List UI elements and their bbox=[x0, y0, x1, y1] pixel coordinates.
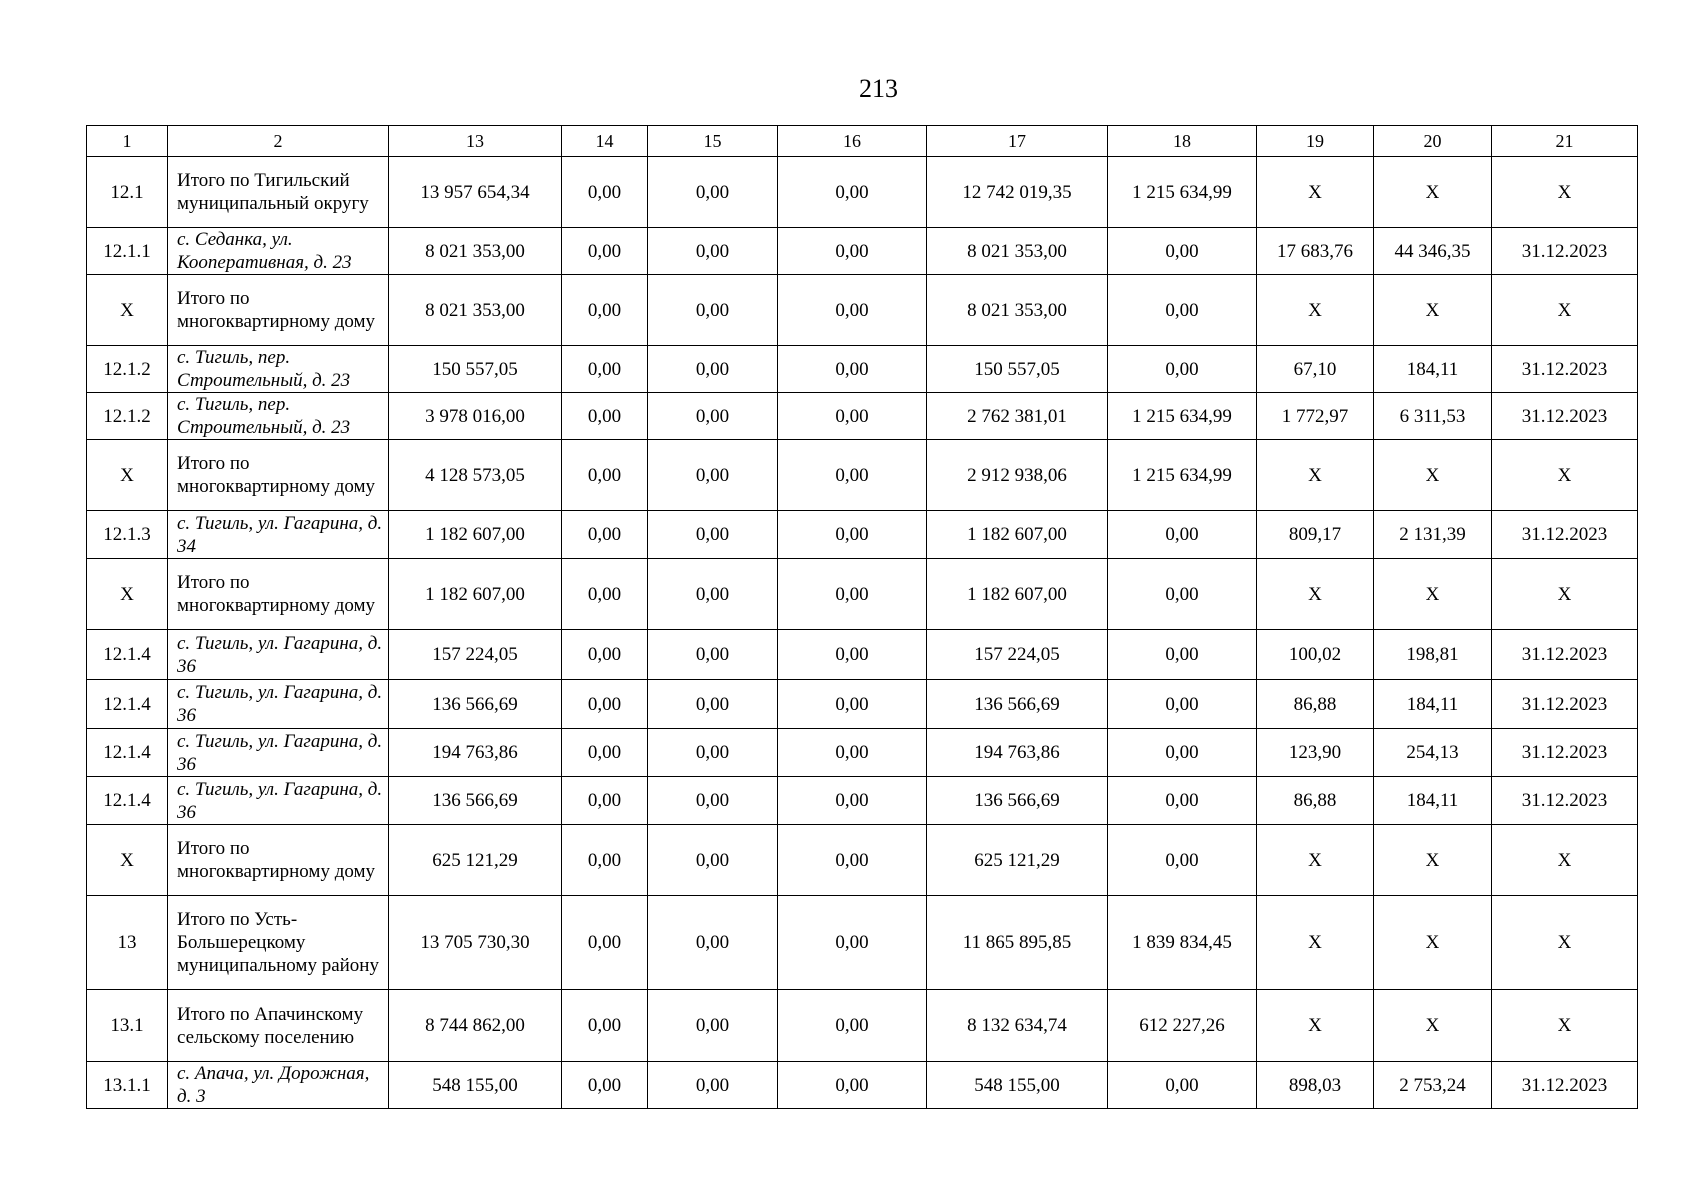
row-name: с. Тигиль, ул. Гагарина, д. 36 bbox=[168, 777, 389, 825]
col-13-value: 1 182 607,00 bbox=[389, 511, 562, 559]
col-20-value: 44 346,35 bbox=[1374, 228, 1492, 275]
row-number: X bbox=[87, 275, 168, 346]
col-16-value: 0,00 bbox=[778, 1062, 927, 1109]
col-17-value: 8 021 353,00 bbox=[927, 275, 1108, 346]
col-18-value: 612 227,26 bbox=[1108, 990, 1257, 1062]
col-13-value: 8 744 862,00 bbox=[389, 990, 562, 1062]
col-15-value: 0,00 bbox=[648, 777, 778, 825]
row-number: 12.1 bbox=[87, 157, 168, 228]
col-18-value: 0,00 bbox=[1108, 228, 1257, 275]
col-21-value: 31.12.2023 bbox=[1492, 777, 1638, 825]
total-row bbox=[87, 440, 1638, 511]
col-21-value: 31.12.2023 bbox=[1492, 511, 1638, 559]
col-16-value: 0,00 bbox=[778, 630, 927, 680]
row-name: Итого по многоквартирному дому bbox=[168, 275, 389, 346]
col-21-value: 31.12.2023 bbox=[1492, 680, 1638, 729]
col-16-value: 0,00 bbox=[778, 777, 927, 825]
col-19-value: X bbox=[1257, 896, 1374, 990]
row-name: с. Тигиль, ул. Гагарина, д. 34 bbox=[168, 511, 389, 559]
col-17-value: 2 762 381,01 bbox=[927, 393, 1108, 440]
col-20-value: X bbox=[1374, 896, 1492, 990]
col-13-value: 1 182 607,00 bbox=[389, 559, 562, 630]
col-14-value: 0,00 bbox=[562, 511, 648, 559]
col-18-value: 0,00 bbox=[1108, 630, 1257, 680]
col-15-value: 0,00 bbox=[648, 157, 778, 228]
col-18-value: 0,00 bbox=[1108, 729, 1257, 777]
col-16-value: 0,00 bbox=[778, 393, 927, 440]
col-13-value: 3 978 016,00 bbox=[389, 393, 562, 440]
col-17-value: 157 224,05 bbox=[927, 630, 1108, 680]
column-header: 19 bbox=[1257, 126, 1374, 157]
col-14-value: 0,00 bbox=[562, 630, 648, 680]
data-table bbox=[86, 125, 1638, 1109]
col-19-value: 86,88 bbox=[1257, 680, 1374, 729]
col-17-value: 625 121,29 bbox=[927, 825, 1108, 896]
page-number: 213 bbox=[859, 74, 898, 103]
col-16-value: 0,00 bbox=[778, 680, 927, 729]
address-row bbox=[87, 729, 1638, 777]
row-number: X bbox=[87, 440, 168, 511]
col-19-value: 123,90 bbox=[1257, 729, 1374, 777]
col-21-value: X bbox=[1492, 896, 1638, 990]
col-15-value: 0,00 bbox=[648, 896, 778, 990]
address-row bbox=[87, 393, 1638, 440]
col-18-value: 0,00 bbox=[1108, 275, 1257, 346]
address-row bbox=[87, 228, 1638, 275]
col-21-value: 31.12.2023 bbox=[1492, 393, 1638, 440]
row-number: 13.1.1 bbox=[87, 1062, 168, 1109]
row-number: 12.1.4 bbox=[87, 729, 168, 777]
col-20-value: X bbox=[1374, 440, 1492, 511]
col-18-value: 0,00 bbox=[1108, 511, 1257, 559]
col-21-value: 31.12.2023 bbox=[1492, 729, 1638, 777]
col-16-value: 0,00 bbox=[778, 511, 927, 559]
row-name: с. Апача, ул. Дорожная, д. 3 bbox=[168, 1062, 389, 1109]
col-15-value: 0,00 bbox=[648, 275, 778, 346]
col-16-value: 0,00 bbox=[778, 440, 927, 511]
col-21-value: X bbox=[1492, 157, 1638, 228]
col-21-value: 31.12.2023 bbox=[1492, 228, 1638, 275]
address-row bbox=[87, 1062, 1638, 1109]
col-18-value: 1 215 634,99 bbox=[1108, 157, 1257, 228]
col-17-value: 1 182 607,00 bbox=[927, 511, 1108, 559]
total-row bbox=[87, 825, 1638, 896]
address-row bbox=[87, 630, 1638, 680]
col-20-value: X bbox=[1374, 825, 1492, 896]
address-row bbox=[87, 346, 1638, 393]
col-20-value: 2 131,39 bbox=[1374, 511, 1492, 559]
col-14-value: 0,00 bbox=[562, 729, 648, 777]
col-21-value: 31.12.2023 bbox=[1492, 346, 1638, 393]
col-19-value: X bbox=[1257, 825, 1374, 896]
total-row bbox=[87, 275, 1638, 346]
col-15-value: 0,00 bbox=[648, 559, 778, 630]
col-13-value: 13 705 730,30 bbox=[389, 896, 562, 990]
col-19-value: 17 683,76 bbox=[1257, 228, 1374, 275]
col-20-value: 6 311,53 bbox=[1374, 393, 1492, 440]
address-row bbox=[87, 680, 1638, 729]
row-name: Итого по многоквартирному дому bbox=[168, 559, 389, 630]
col-14-value: 0,00 bbox=[562, 825, 648, 896]
header-row bbox=[87, 126, 1638, 157]
col-14-value: 0,00 bbox=[562, 157, 648, 228]
col-14-value: 0,00 bbox=[562, 559, 648, 630]
col-16-value: 0,00 bbox=[778, 896, 927, 990]
row-number: 12.1.1 bbox=[87, 228, 168, 275]
col-13-value: 8 021 353,00 bbox=[389, 275, 562, 346]
col-13-value: 136 566,69 bbox=[389, 777, 562, 825]
col-15-value: 0,00 bbox=[648, 825, 778, 896]
col-19-value: X bbox=[1257, 559, 1374, 630]
col-20-value: 198,81 bbox=[1374, 630, 1492, 680]
column-header: 17 bbox=[927, 126, 1108, 157]
col-13-value: 4 128 573,05 bbox=[389, 440, 562, 511]
col-19-value: 86,88 bbox=[1257, 777, 1374, 825]
col-15-value: 0,00 bbox=[648, 990, 778, 1062]
col-18-value: 0,00 bbox=[1108, 346, 1257, 393]
row-name: с. Тигиль, ул. Гагарина, д. 36 bbox=[168, 729, 389, 777]
col-17-value: 548 155,00 bbox=[927, 1062, 1108, 1109]
row-name: с. Седанка, ул. Кооперативная, д. 23 bbox=[168, 228, 389, 275]
address-row bbox=[87, 511, 1638, 559]
col-14-value: 0,00 bbox=[562, 440, 648, 511]
col-16-value: 0,00 bbox=[778, 825, 927, 896]
column-header: 15 bbox=[648, 126, 778, 157]
col-17-value: 194 763,86 bbox=[927, 729, 1108, 777]
col-21-value: X bbox=[1492, 990, 1638, 1062]
col-17-value: 2 912 938,06 bbox=[927, 440, 1108, 511]
col-20-value: X bbox=[1374, 275, 1492, 346]
col-16-value: 0,00 bbox=[778, 275, 927, 346]
col-15-value: 0,00 bbox=[648, 630, 778, 680]
col-17-value: 11 865 895,85 bbox=[927, 896, 1108, 990]
col-19-value: 809,17 bbox=[1257, 511, 1374, 559]
col-18-value: 1 215 634,99 bbox=[1108, 440, 1257, 511]
row-name: Итого по Усть-Большерецкому муниципальному району bbox=[168, 896, 389, 990]
col-16-value: 0,00 bbox=[778, 228, 927, 275]
col-13-value: 8 021 353,00 bbox=[389, 228, 562, 275]
col-17-value: 136 566,69 bbox=[927, 680, 1108, 729]
col-19-value: X bbox=[1257, 275, 1374, 346]
col-14-value: 0,00 bbox=[562, 346, 648, 393]
col-15-value: 0,00 bbox=[648, 1062, 778, 1109]
col-18-value: 0,00 bbox=[1108, 1062, 1257, 1109]
col-19-value: X bbox=[1257, 440, 1374, 511]
column-header: 21 bbox=[1492, 126, 1638, 157]
col-15-value: 0,00 bbox=[648, 680, 778, 729]
col-20-value: 184,11 bbox=[1374, 777, 1492, 825]
col-18-value: 0,00 bbox=[1108, 777, 1257, 825]
total-row bbox=[87, 896, 1638, 990]
row-number: 12.1.2 bbox=[87, 393, 168, 440]
col-19-value: 898,03 bbox=[1257, 1062, 1374, 1109]
row-name: Итого по Апачинскому сельскому поселению bbox=[168, 990, 389, 1062]
row-number: 12.1.4 bbox=[87, 630, 168, 680]
col-15-value: 0,00 bbox=[648, 440, 778, 511]
col-13-value: 194 763,86 bbox=[389, 729, 562, 777]
row-number: 12.1.2 bbox=[87, 346, 168, 393]
col-14-value: 0,00 bbox=[562, 777, 648, 825]
column-header: 14 bbox=[562, 126, 648, 157]
col-19-value: X bbox=[1257, 990, 1374, 1062]
col-21-value: X bbox=[1492, 825, 1638, 896]
col-15-value: 0,00 bbox=[648, 393, 778, 440]
row-number: 12.1.3 bbox=[87, 511, 168, 559]
col-18-value: 1 839 834,45 bbox=[1108, 896, 1257, 990]
total-row bbox=[87, 990, 1638, 1062]
row-number: 13.1 bbox=[87, 990, 168, 1062]
col-21-value: 31.12.2023 bbox=[1492, 1062, 1638, 1109]
address-row bbox=[87, 777, 1638, 825]
row-name: Итого по многоквартирному дому bbox=[168, 440, 389, 511]
column-header: 18 bbox=[1108, 126, 1257, 157]
col-18-value: 1 215 634,99 bbox=[1108, 393, 1257, 440]
col-13-value: 548 155,00 bbox=[389, 1062, 562, 1109]
col-14-value: 0,00 bbox=[562, 680, 648, 729]
col-21-value: X bbox=[1492, 275, 1638, 346]
col-16-value: 0,00 bbox=[778, 559, 927, 630]
row-number: X bbox=[87, 825, 168, 896]
row-name: с. Тигиль, ул. Гагарина, д. 36 bbox=[168, 680, 389, 729]
col-20-value: X bbox=[1374, 157, 1492, 228]
column-header: 16 bbox=[778, 126, 927, 157]
col-13-value: 13 957 654,34 bbox=[389, 157, 562, 228]
row-name: с. Тигиль, ул. Гагарина, д. 36 bbox=[168, 630, 389, 680]
col-17-value: 150 557,05 bbox=[927, 346, 1108, 393]
col-20-value: 184,11 bbox=[1374, 680, 1492, 729]
col-19-value: 67,10 bbox=[1257, 346, 1374, 393]
col-20-value: 184,11 bbox=[1374, 346, 1492, 393]
col-14-value: 0,00 bbox=[562, 393, 648, 440]
row-number: 13 bbox=[87, 896, 168, 990]
col-20-value: 2 753,24 bbox=[1374, 1062, 1492, 1109]
col-14-value: 0,00 bbox=[562, 896, 648, 990]
col-18-value: 0,00 bbox=[1108, 825, 1257, 896]
col-15-value: 0,00 bbox=[648, 346, 778, 393]
col-14-value: 0,00 bbox=[562, 1062, 648, 1109]
total-row bbox=[87, 559, 1638, 630]
col-15-value: 0,00 bbox=[648, 228, 778, 275]
column-header: 2 bbox=[168, 126, 389, 157]
col-16-value: 0,00 bbox=[778, 346, 927, 393]
col-13-value: 150 557,05 bbox=[389, 346, 562, 393]
col-14-value: 0,00 bbox=[562, 990, 648, 1062]
col-14-value: 0,00 bbox=[562, 228, 648, 275]
col-17-value: 12 742 019,35 bbox=[927, 157, 1108, 228]
col-20-value: 254,13 bbox=[1374, 729, 1492, 777]
col-16-value: 0,00 bbox=[778, 157, 927, 228]
col-19-value: 1 772,97 bbox=[1257, 393, 1374, 440]
col-13-value: 157 224,05 bbox=[389, 630, 562, 680]
row-number: 12.1.4 bbox=[87, 777, 168, 825]
row-name: Итого по многоквартирному дому bbox=[168, 825, 389, 896]
col-13-value: 136 566,69 bbox=[389, 680, 562, 729]
column-header: 1 bbox=[87, 126, 168, 157]
col-20-value: X bbox=[1374, 559, 1492, 630]
col-21-value: X bbox=[1492, 440, 1638, 511]
row-name: с. Тигиль, пер. Строительный, д. 23 bbox=[168, 346, 389, 393]
column-header: 20 bbox=[1374, 126, 1492, 157]
col-15-value: 0,00 bbox=[648, 729, 778, 777]
col-21-value: X bbox=[1492, 559, 1638, 630]
total-row bbox=[87, 157, 1638, 228]
col-15-value: 0,00 bbox=[648, 511, 778, 559]
row-name: Итого по Тигильский муниципальный округу bbox=[168, 157, 389, 228]
col-20-value: X bbox=[1374, 990, 1492, 1062]
col-16-value: 0,00 bbox=[778, 729, 927, 777]
col-16-value: 0,00 bbox=[778, 990, 927, 1062]
col-17-value: 8 021 353,00 bbox=[927, 228, 1108, 275]
col-17-value: 136 566,69 bbox=[927, 777, 1108, 825]
row-number: X bbox=[87, 559, 168, 630]
table-body bbox=[87, 126, 1638, 1109]
row-name: с. Тигиль, пер. Строительный, д. 23 bbox=[168, 393, 389, 440]
col-21-value: 31.12.2023 bbox=[1492, 630, 1638, 680]
col-14-value: 0,00 bbox=[562, 275, 648, 346]
col-18-value: 0,00 bbox=[1108, 680, 1257, 729]
col-17-value: 8 132 634,74 bbox=[927, 990, 1108, 1062]
col-13-value: 625 121,29 bbox=[389, 825, 562, 896]
col-17-value: 1 182 607,00 bbox=[927, 559, 1108, 630]
col-18-value: 0,00 bbox=[1108, 559, 1257, 630]
row-number: 12.1.4 bbox=[87, 680, 168, 729]
col-19-value: 100,02 bbox=[1257, 630, 1374, 680]
col-19-value: X bbox=[1257, 157, 1374, 228]
column-header: 13 bbox=[389, 126, 562, 157]
